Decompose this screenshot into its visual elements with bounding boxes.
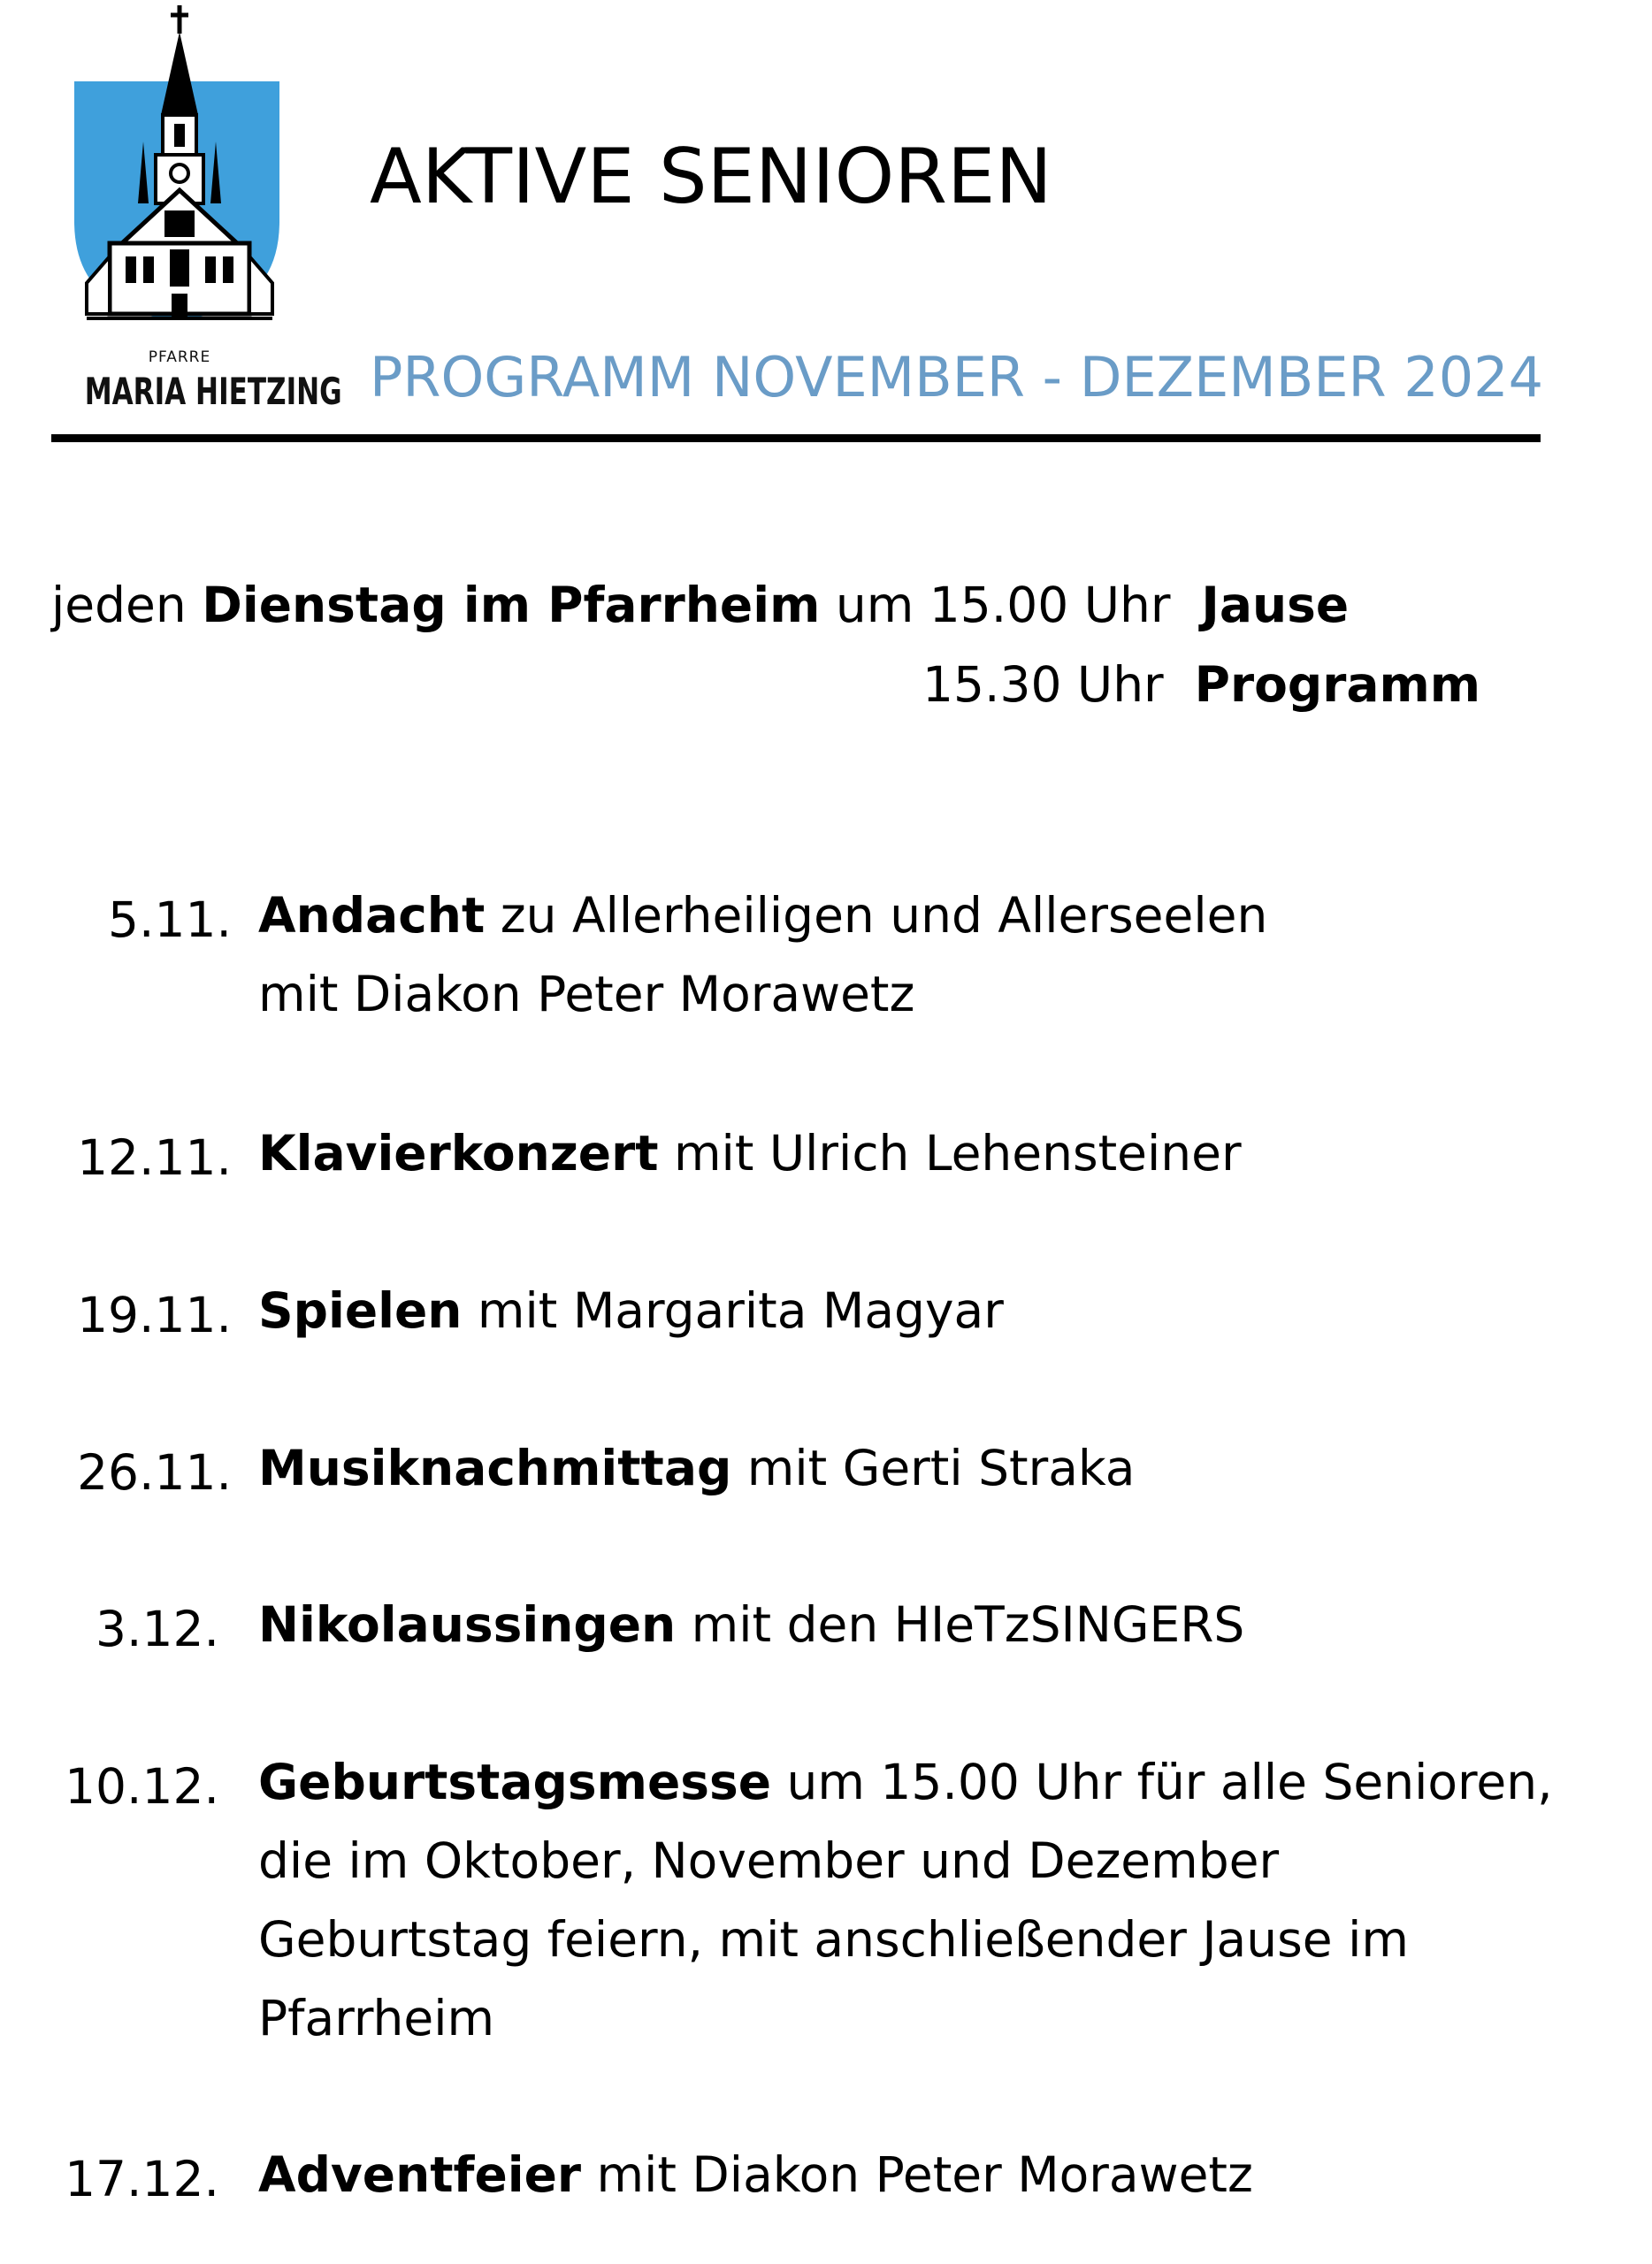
entry-continuation: Pfarrheim <box>258 1990 495 2046</box>
entry-title: Musiknachmittag <box>258 1440 732 1496</box>
entry-detail: mit Ulrich Lehensteiner <box>658 1125 1242 1182</box>
entry-text <box>258 876 1267 1034</box>
intro-place: Dienstag im Pfarrheim <box>202 577 821 633</box>
intro-line-1 <box>51 577 1349 633</box>
entry-detail: mit den HIeTzSINGERS <box>676 1596 1245 1653</box>
entry-continuation: mit Diakon Peter Morawetz <box>258 966 915 1022</box>
entry-text <box>258 1114 1242 1193</box>
entry-title: Geburtstagsmesse <box>258 1754 772 1810</box>
entry-date: 5.11. <box>108 891 232 948</box>
page-subtitle: PROGRAMM NOVEMBER - DEZEMBER 2024 <box>370 345 1544 409</box>
parish-logo <box>51 0 342 424</box>
entry-continuation: die im Oktober, November und Dezember <box>258 1832 1280 1889</box>
entry-date: 26.11. <box>77 1444 232 1501</box>
entry-title: Nikolaussingen <box>258 1596 677 1653</box>
entry-date: 12.11. <box>77 1129 232 1186</box>
intro-label-programm: Programm <box>1194 656 1481 713</box>
entry-text <box>258 1429 1135 1508</box>
logo-parish-name: MARIA HIETZING <box>84 370 342 413</box>
page-title: AKTIVE SENIOREN <box>370 133 1052 221</box>
entry-title: Spielen <box>258 1282 463 1339</box>
entry-text <box>258 2136 1253 2214</box>
entry-continuation: Geburtstag feiern, mit anschließender Jause im <box>258 1911 1409 1968</box>
intro-time-1: um 15.00 Uhr <box>820 577 1202 633</box>
entry-detail: zu Allerheiligen und Allerseelen <box>485 887 1268 944</box>
entry-detail: mit Gerti Straka <box>731 1440 1136 1496</box>
entry-detail: um 15.00 Uhr für alle Senioren, <box>771 1754 1553 1810</box>
intro-prefix: jeden <box>51 577 203 633</box>
entry-title: Andacht <box>258 887 486 944</box>
entry-text <box>258 1586 1244 1664</box>
entry-title: Adventfeier <box>258 2146 582 2203</box>
entry-date: 10.12. <box>65 1758 219 1815</box>
intro-label-jause: Jause <box>1201 577 1350 633</box>
entry-date: 3.12. <box>96 1601 219 1657</box>
intro-line-2 <box>922 656 1480 713</box>
header-divider <box>51 434 1541 442</box>
entry-date: 19.11. <box>77 1287 232 1343</box>
intro-time-2: 15.30 Uhr <box>922 656 1195 713</box>
entry-detail: mit Diakon Peter Morawetz <box>581 2146 1253 2203</box>
entry-title: Klavierkonzert <box>258 1125 659 1182</box>
entry-text <box>258 1272 1004 1350</box>
entry-detail: mit Margarita Magyar <box>462 1282 1004 1339</box>
entry-date: 17.12. <box>65 2151 219 2207</box>
church-shield-icon <box>51 0 308 336</box>
entry-text <box>258 1743 1553 2058</box>
logo-parish-label: PFARRE <box>148 348 211 366</box>
